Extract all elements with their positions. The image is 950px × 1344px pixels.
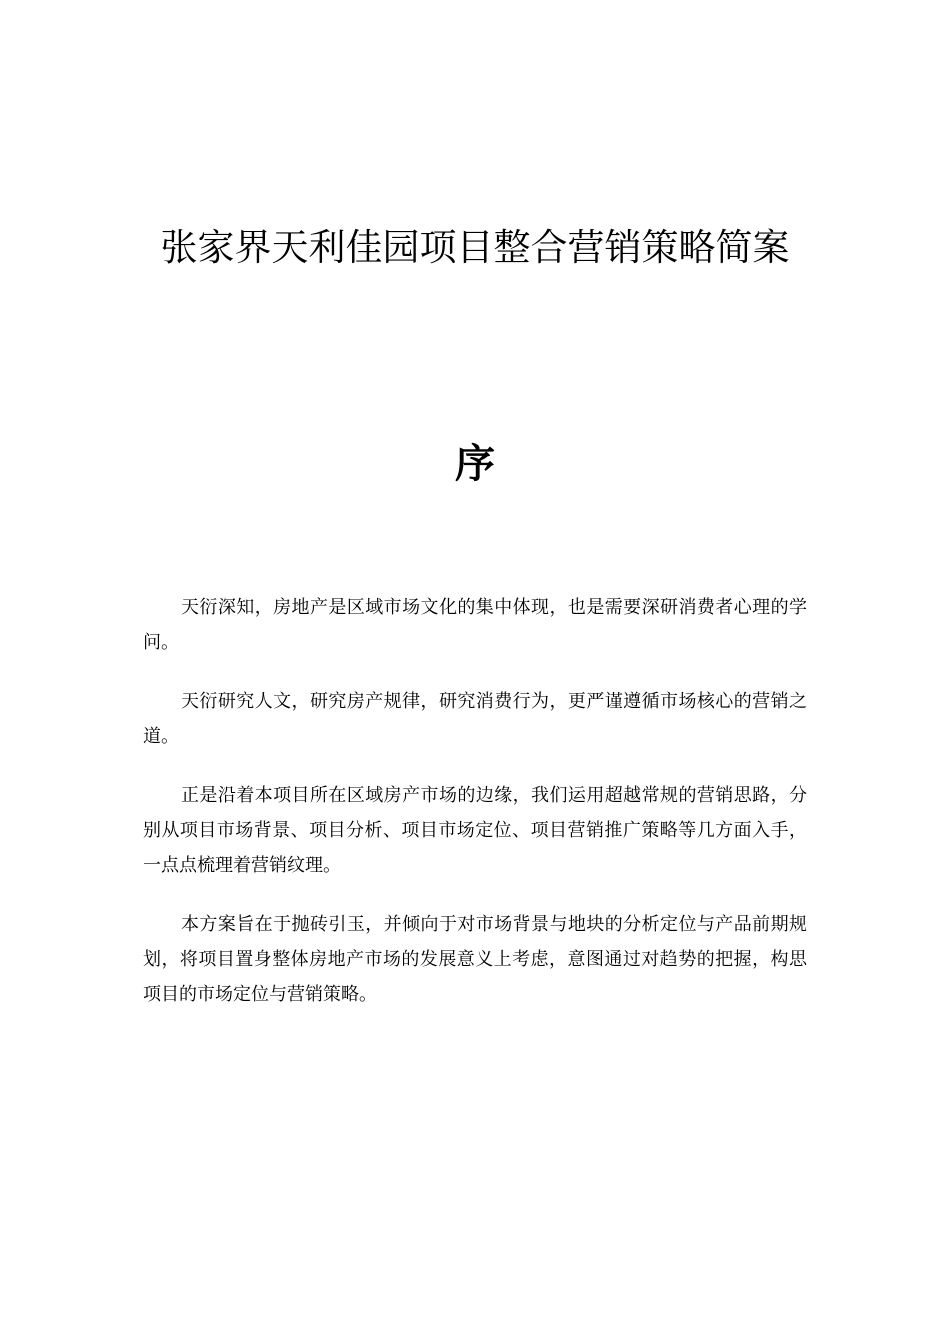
paragraph: 本方案旨在于抛砖引玉，并倾向于对市场背景与地块的分析定位与产品前期规划，将项目置身整体房地产市场的发展意义上考虑，意图通过对趋势的把握，构思项目的市场定位与营销策略。 — [143, 914, 807, 1005]
document-title: 张家界天利佳园项目整合营销策略简案 — [160, 226, 790, 269]
paragraph: 天衍深知，房地产是区域市场文化的集中体现，也是需要深研消费者心理的学问。 — [143, 597, 807, 653]
paragraph: 天衍研究人文，研究房产规律，研究消费行为，更严谨遵循市场核心的营销之道。 — [143, 691, 807, 747]
paragraph: 正是沿着本项目所在区域房产市场的边缘，我们运用超越常规的营销思路，分别从项目市场背景、项目分析、项目市场定位、项目营销推广策略等几方面入手，一点点梳理着营销纹理。 — [143, 785, 807, 876]
section-heading-preface: 序 — [455, 440, 495, 487]
preface-body — [143, 590, 807, 1036]
